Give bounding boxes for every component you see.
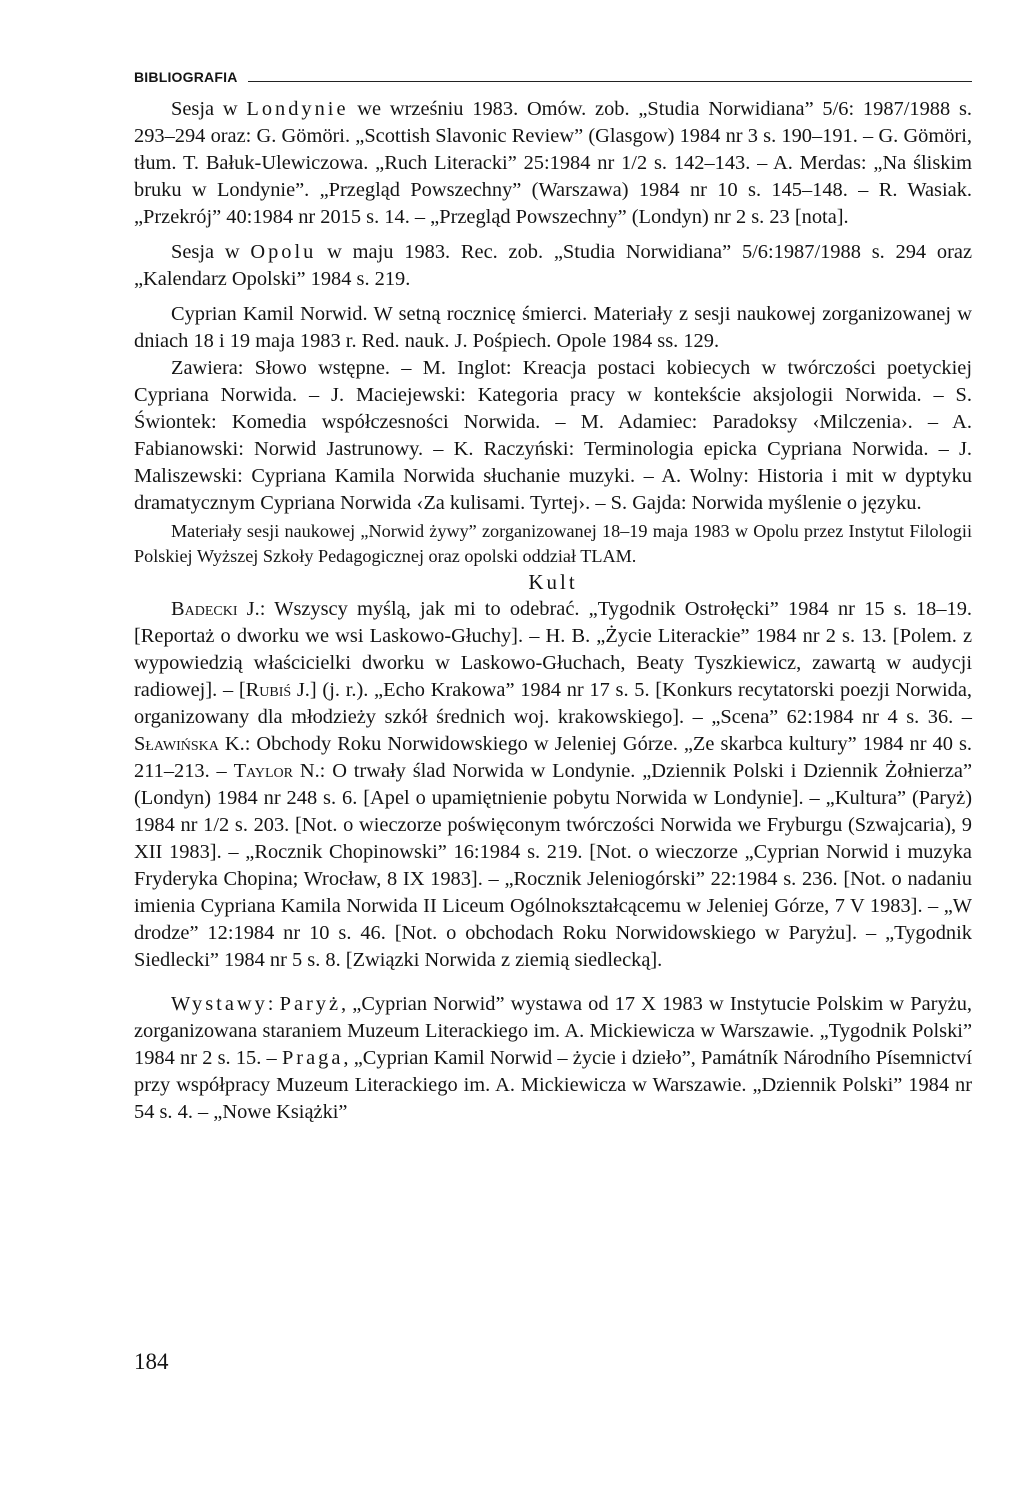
body-text: [134, 96, 972, 1126]
header-rule: [248, 81, 972, 82]
entry-conference-volume: Cyprian Kamil Norwid. W setną rocznicę śmierci. Materiały z sesji naukowej zorganizowanej w dniach 18 i 19 maja 1983 r. Red. nauk. J. Pośpiech. Opole 1984 ss. 129.: [134, 303, 972, 352]
spaced-place-name: Londynie: [246, 98, 349, 120]
author-name: Rubiś: [245, 679, 292, 701]
running-head: [134, 61, 972, 85]
entry-note: Materiały sesji naukowej „Norwid żywy” zorganizowanej 18–19 maja 1983 w Opolu przez Instytut Filologii Polskiej Wyższej Szkoły Pedagogicznej oraz opolski oddział TLAM.: [134, 521, 972, 566]
spaced-city-name: Praga: [281, 1047, 344, 1069]
entry-wystawy: Wystawy: Paryż, „Cyprian Norwid” wystawa od 17 X 1983 w Instytucie Polskim w Paryżu, zorganizowana staraniem Muzeum Literackiego im. A. Mickiewicza w Warszawie. „Tygodnik Polski” 1984 nr 2 s. 15. – Praga, „Cyprian Kamil Norwid – życie i dzieło”, Památník Národního Písemnictví przy współpracy Muzeum Literackiego im. A. Mickiewicza w Warszawie. „Dziennik Polski” 1984 nr 54 s. 4. – „Nowe Książki”: [134, 993, 972, 1123]
author-name: Badecki: [171, 598, 238, 620]
running-head-title: BIBLIOGRAFIA: [134, 69, 238, 85]
entry-contents: Zawiera: Słowo wstępne. – M. Inglot: Kreacja postaci kobiecych w twórczości poetyckiej Cypriana Norwida. – J. Maciejewski: Kategoria pracy w kontekście aksjologii Norwida. – S. Świontek: Komedia współczesności Norwida. – M. Adamiec: Paradoksy ‹Milczenia›. – A. Fabianowski: Norwid Jastrunowy. – K. Raczyński: Terminologia epicka Cypriana Norwida. – J. Maliszewski: Cypriana Kamila Norwida słuchanie muzyki. – A. Wolny: Historia i mit w dyptyku dramatycznym Cypriana Norwida ‹Za kulisami. Tyrtej›. – S. Gajda: Norwida myślenie o języku.: [134, 357, 972, 514]
spaced-place-name: Opolu: [250, 241, 317, 263]
author-name: Taylor: [233, 760, 294, 782]
spaced-label: Wystawy: [171, 993, 268, 1015]
entry-kult: Badecki J.: Wszyscy myślą, jak mi to odebrać. „Tygodnik Ostrołęcki” 1984 nr 15 s. 18–19. [Reportaż o dworku we wsi Laskowo-Głuchy]. – H. B. „Życie Literackie” 1984 nr 2 s. 13. [Polem. z wypowiedzią właścicielki dworku w Laskowo-Głuchach, Beaty Tyszkiewicz, zawartą w audycji radiowej]. – [Rubiś J.] (j. r.). „Echo Krakowa” 1984 nr 17 s. 5. [Konkurs recytatorski poezji Norwida, organizowany dla młodzieży szkół średnich woj. krakowskiego]. – „Scena” 62:1984 nr 4 s. 36. – Sławińska K.: Obchody Roku Norwidowskiego w Jeleniej Górze. „Ze skarbca kultury” 1984 nr 40 s. 211–213. – Taylor N.: O trwały ślad Norwida w Londynie. „Dziennik Polski i Dziennik Żołnierza” (Londyn) 1984 nr 248 s. 6. [Apel o upamiętnienie pobytu Norwida w Londynie]. – „Kultura” (Paryż) 1984 nr 1/2 s. 203. [Not. o wieczorze poświęconym twórczości Norwida we Fryburgu (Szwajcaria), 9 XII 1983]. – „Rocznik Chopinowski” 16:1984 s. 219. [Not. o wieczorze „Cyprian Norwid i muzyka Fryderyka Chopina; Wrocław, 8 IX 1983]. – „Rocznik Jeleniogórski” 22:1984 s. 236. [Not. o nadaniu imienia Cypriana Kamila Norwida II Liceum Ogólnokształcącemu w Jeleniej Górze, 7 V 1983]. – „W drodze” 12:1984 nr 10 s. 46. [Not. o obchodach Roku Norwidowskiego w Paryżu]. – „Tygodnik Siedlecki” 1984 nr 5 s. 8. [Związki Norwida z ziemią siedlecką].: [134, 598, 972, 971]
entry-london-session: Sesja w Londynie we wrześniu 1983. Omów. zob. „Studia Norwidiana” 5/6: 1987/1988 s. 293–294 oraz: G. Gömöri. „Scottish Slavonic Review” (Glasgow) 1984 nr 3 s. 190–191. – G. Gömöri, tłum. T. Bałuk-Ulewiczowa. „Ruch Literacki” 25:1984 nr 1/2 s. 142–143. – A. Merdas: „Na śliskim bruku w Londynie”. „Przegląd Powszechny” (Warszawa) 1984 nr 10 s. 145–148. – R. Wasiak. „Przekrój” 40:1984 nr 2015 s. 14. – „Przegląd Powszechny” (Londyn) nr 2 s. 23 [nota].: [134, 98, 972, 228]
entry-opole-session: Sesja w Opolu w maju 1983. Rec. zob. „Studia Norwidiana” 5/6:1987/1988 s. 294 oraz „Kalendarz Opolski” 1984 s. 219.: [134, 241, 972, 290]
author-name: Sławińska: [134, 733, 219, 755]
section-title: Kult: [528, 570, 578, 594]
spaced-city-name: Paryż: [279, 993, 342, 1015]
page-number: 184: [134, 1349, 169, 1374]
